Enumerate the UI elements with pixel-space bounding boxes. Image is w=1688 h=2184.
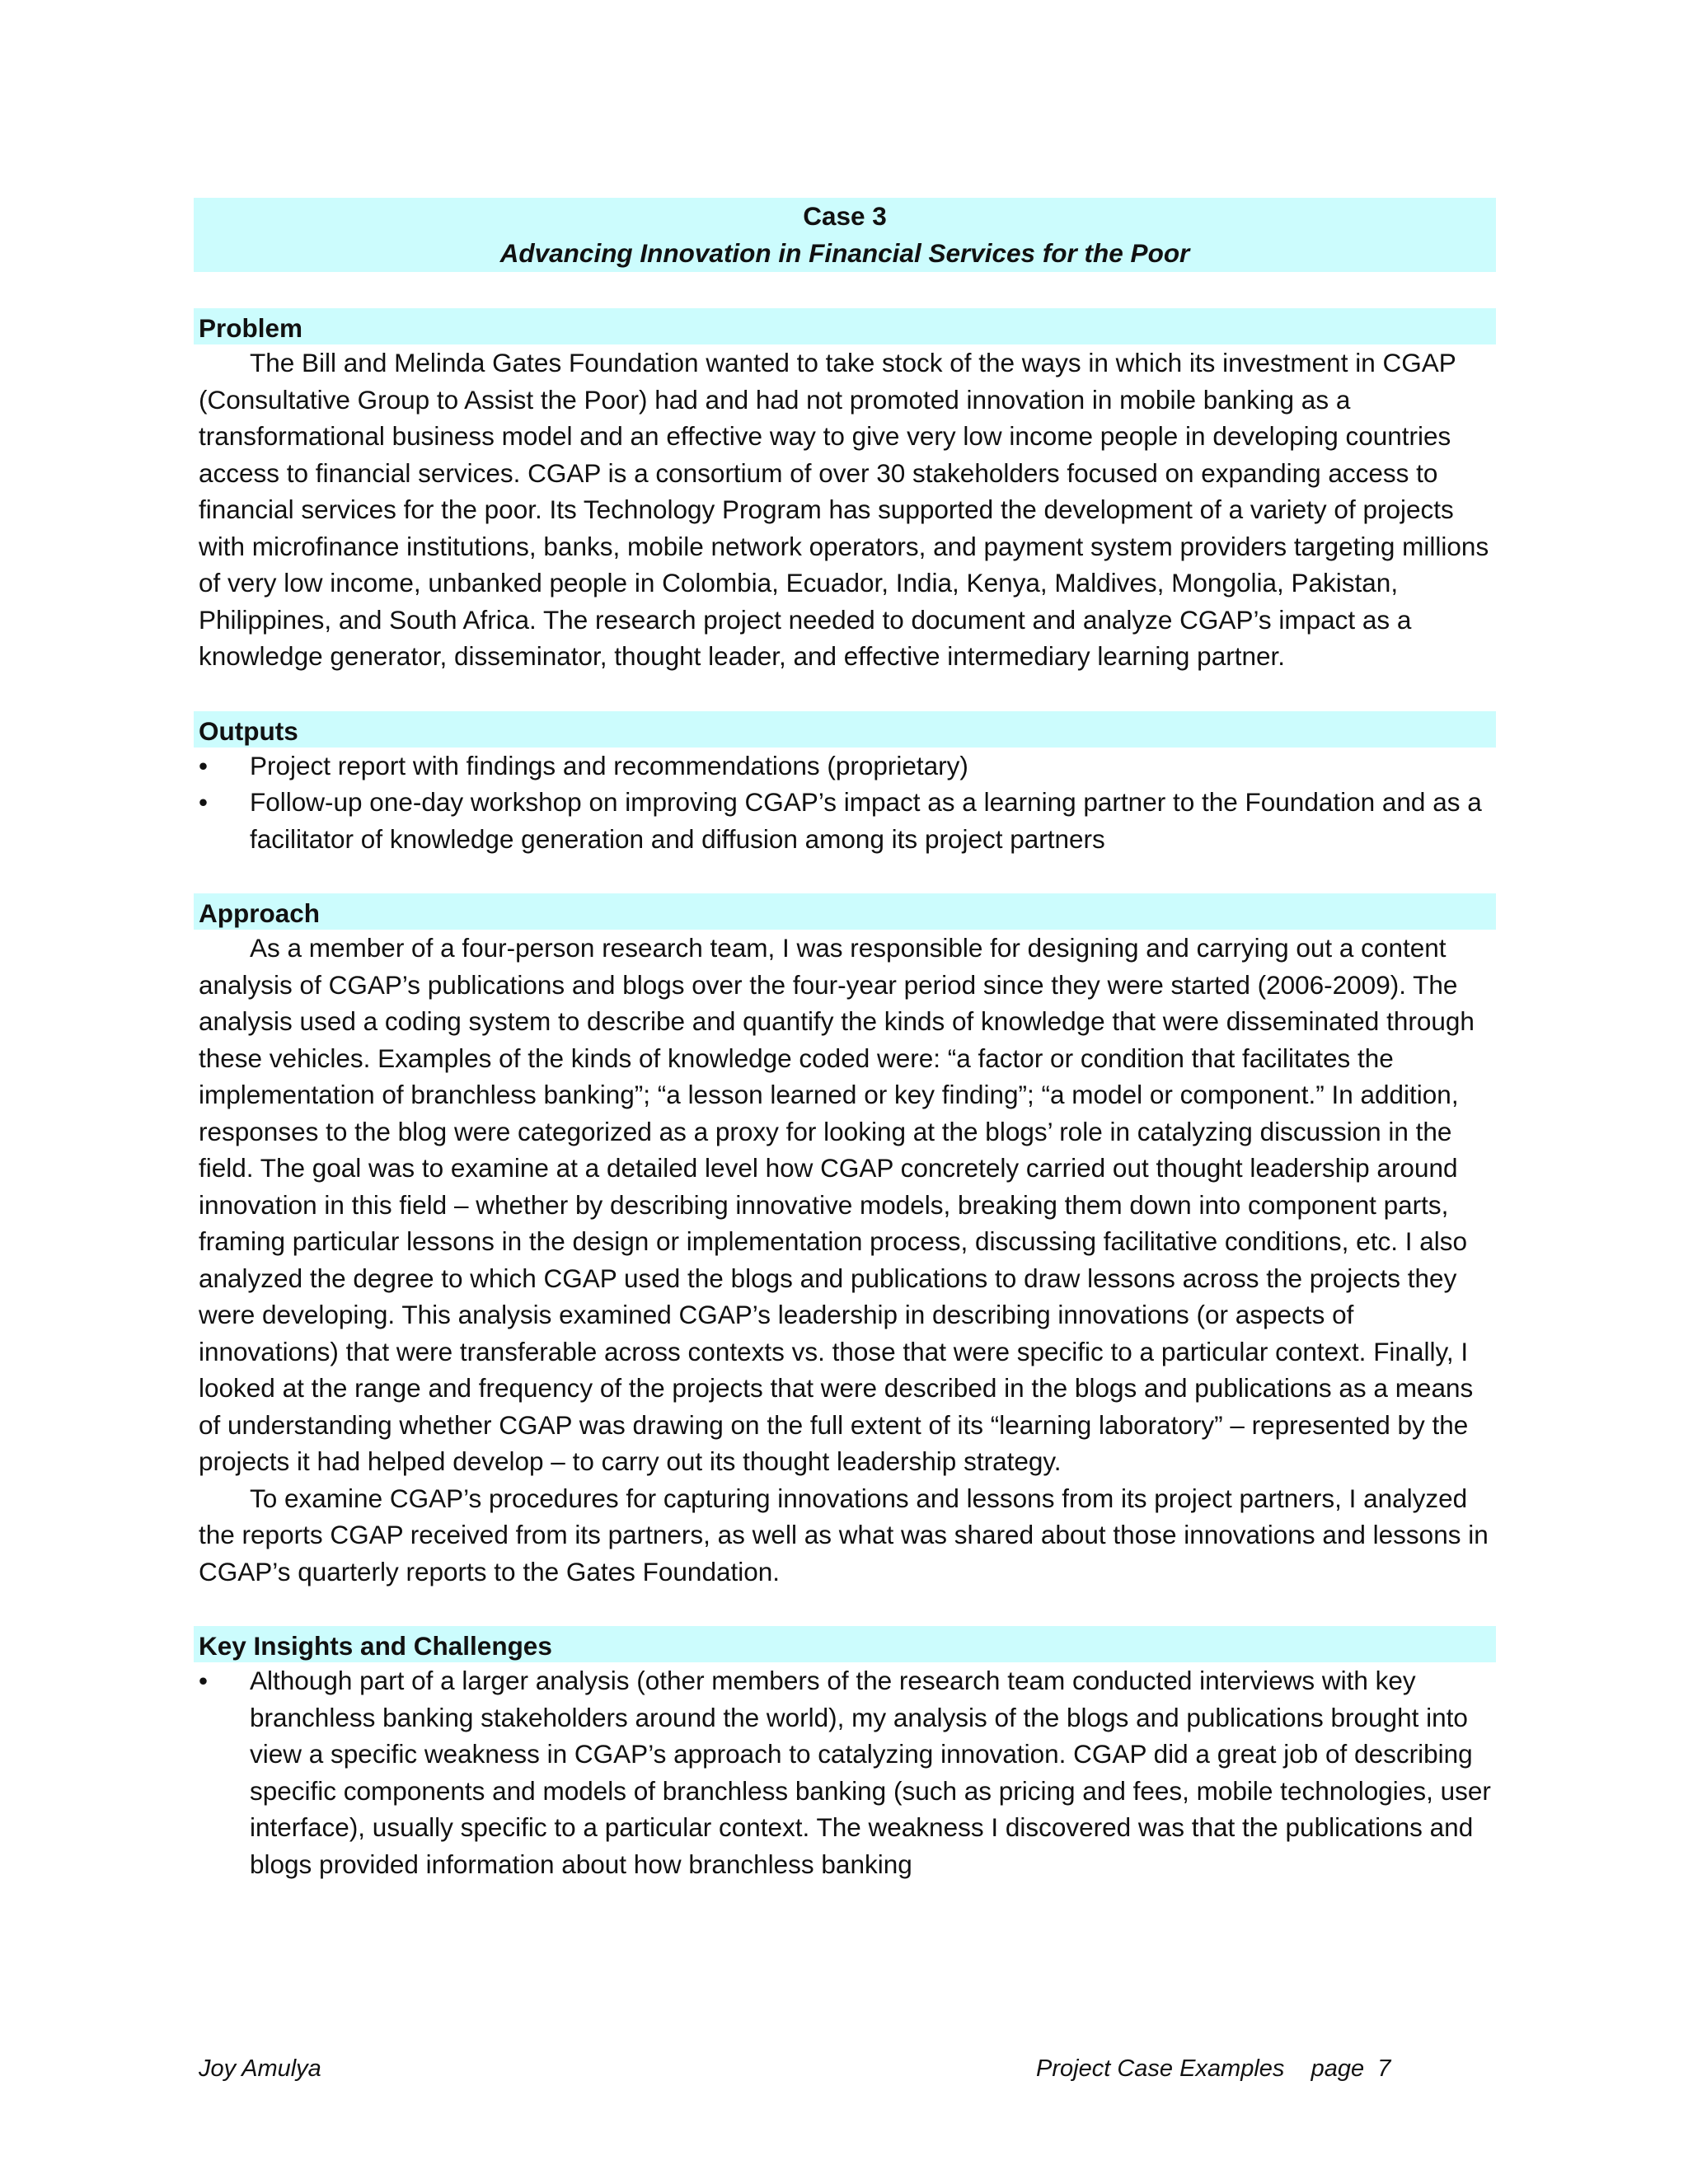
bullet-icon: • xyxy=(199,1666,209,1695)
section-heading-problem: Problem xyxy=(194,308,1496,344)
list-item xyxy=(194,784,1496,857)
spacer xyxy=(194,1590,1496,1626)
case-title: Advancing Innovation in Financial Services for the Poor xyxy=(499,238,1190,268)
case-number: Case 3 xyxy=(803,201,887,231)
spacer xyxy=(194,272,1496,308)
case-title-banner xyxy=(194,198,1496,272)
approach-paragraph-2: To examine CGAP’s procedures for capturing innovations and lessons from its project partners, I analyzed the reports CGAP received from its partners, as well as what was shared about those innovations and lessons in CGAP’s quarterly reports to the Gates Foundation. xyxy=(199,1483,1489,1586)
section-heading-outputs: Outputs xyxy=(194,711,1496,748)
section-heading-approach: Approach xyxy=(194,893,1496,930)
problem-paragraph: The Bill and Melinda Gates Foundation wanted to take stock of the ways in which its investment in CGAP (Consultative Group to Assist the Poor) had and had not promoted innovation in mobile banking as a transformational business model and an effective way to give very low income people in developing countries access to financial services. CGAP is a consortium of over 30 stakeholders focused on expanding access to financial services for the poor. Its Technology Program has supported the development of a variety of projects with microfinance institutions, banks, mobile network operators, and payment system providers targeting millions of very low income, unbanked people in Colombia, Ecuador, India, Kenya, Maldives, Mongolia, Pakistan, Philippines, and South Africa. The research project needed to document and analyze CGAP’s impact as a knowledge generator, disseminator, thought leader, and effective intermediary learning partner. xyxy=(199,348,1489,671)
approach-paragraph-1: As a member of a four-person research team, I was responsible for designing and carrying out a content analysis of CGAP’s publications and blogs over the four-year period since they were started (2006-2009). The analysis used a coding system to describe and quantify the kinds of knowledge that were disseminated through these vehicles. Examples of the kinds of knowledge coded were: “a factor or condition that facilitates the implementation of branchless banking”; “a lesson learned or key finding”; “a model or component.” In addition, responses to the blog were categorized as a proxy for looking at the blogs’ role in catalyzing discussion in the field. The goal was to examine at a detailed level how CGAP concretely carried out thought leadership around innovation in this field – whether by describing innovative models, breaking them down into component parts, framing particular lessons in the design or implementation process, discussing facilitative conditions, etc. I also analyzed the degree to which CGAP used the blogs and publications to draw lessons across the projects they were developing. This analysis examined CGAP’s leadership in describing innovations (or aspects of innovations) that were transferable across contexts vs. those that were specific to a particular context. Finally, I looked at the range and frequency of the projects that were described in the blogs and publications as a means of understanding whether CGAP was drawing on the full extent of its “learning laboratory” – represented by the projects it had helped develop – to carry out its thought leadership strategy. xyxy=(199,933,1475,1476)
list-item-text: Although part of a larger analysis (other members of the research team conducted interviews with key branchless banking stakeholders around the world), my analysis of the blogs and publications brought into view a specific weakness in CGAP’s approach to catalyzing innovation. CGAP did a great job of describing specific components and models of branchless banking (such as pricing and fees, mobile technologies, user interface), usually specific to a particular context. The weakness I discovered was that the publications and blogs provided information about how branchless banking xyxy=(250,1666,1491,1879)
footer-author: Joy Amulya xyxy=(199,2055,321,2082)
spacer xyxy=(194,675,1496,711)
list-item xyxy=(194,1662,1496,1882)
list-item-text: Follow-up one-day workshop on improving CGAP’s impact as a learning partner to the Foundation and as a facilitator of knowledge generation and diffusion among its project partners xyxy=(250,787,1482,854)
outputs-list xyxy=(194,748,1496,858)
spacer xyxy=(194,857,1496,893)
insights-list xyxy=(194,1662,1496,1882)
document-page xyxy=(194,198,1496,1882)
bullet-icon: • xyxy=(199,787,209,817)
section-heading-insights: Key Insights and Challenges xyxy=(194,1626,1496,1662)
footer-page-label: Project Case Examples page 7 xyxy=(1036,2055,1391,2082)
list-item-text: Project report with findings and recommendations (proprietary) xyxy=(250,750,968,780)
list-item xyxy=(194,748,1496,785)
bullet-icon: • xyxy=(199,750,209,780)
